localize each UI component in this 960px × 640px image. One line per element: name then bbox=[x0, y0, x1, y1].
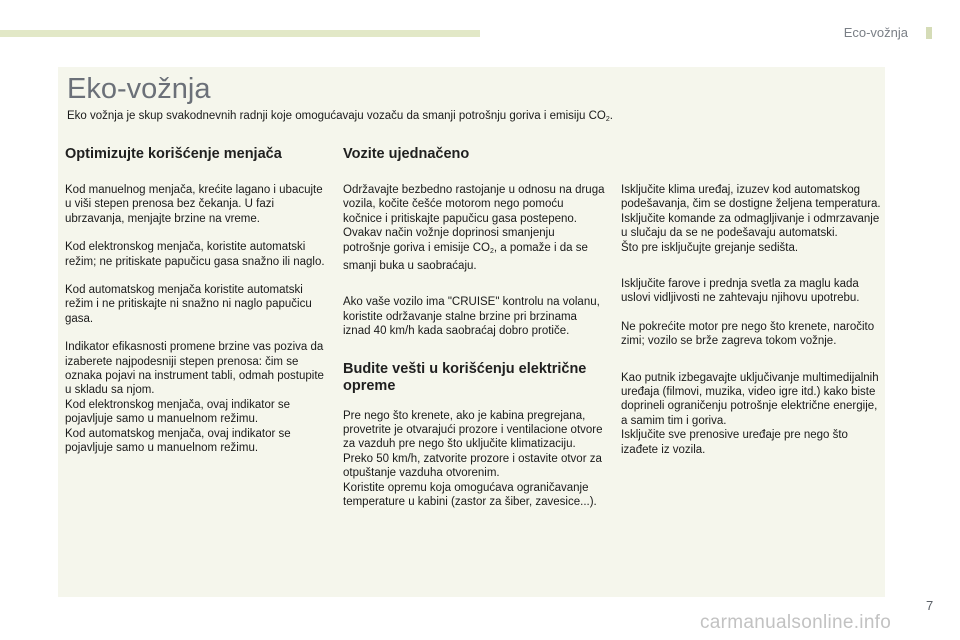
paragraph-line: Što pre isključujte grejanje sedišta. bbox=[621, 241, 799, 254]
section-heading: Optimizujte korišćenje menjača bbox=[65, 146, 282, 162]
paragraph: Održavajte bezbedno rastojanje u odnosu na druga vozila, kočite češće motorom nego pomoću kočnice i pritiskajte papučicu gasa postepeno. Ovakav način vožnje doprinosi smanjenju potrošnje goriva i emisije $CO_2$, a pomaže i da se smanji buka u saobraćaju. bbox=[343, 184, 605, 273]
section-heading: Budite vešti u korišćenju električne opreme bbox=[343, 360, 587, 394]
watermark: carmanualsonline.info bbox=[700, 612, 892, 633]
paragraph: Kod automatskog menjača koristite automatski režim i ne pritiskajte ni snažno ni naglo papučicu gasa. bbox=[65, 284, 312, 325]
paragraph: Ako vaše vozilo ima "CRUISE" kontrolu na volanu, koristite održavanje stalne brzine pri brzinama iznad 40 km/h kada saobraćaj dobro protiče. bbox=[343, 296, 600, 338]
column-driving bbox=[343, 146, 605, 510]
section-title: Eco-vožnja bbox=[843, 25, 908, 40]
paragraph-line: Indikator efikasnosti promene brzine vas poziva da izaberete najpodesniji stepen prenosa: čim se oznaka pojavi na instrument tabli, odmah postupite u skladu sa njom. bbox=[65, 341, 324, 397]
intro-paragraph: Eko vožnja je skup svakodnevnih radnji koje omogućavaju vozaču da smanji potrošnju goriva i emisiju $CO_2$. bbox=[67, 110, 613, 123]
column-electrical bbox=[621, 183, 883, 457]
header-marker bbox=[926, 27, 932, 39]
paragraph-line: Isključite klima uređaj, izuzev kod automatskog podešavanja, čim se dostigne željena temperatura. bbox=[621, 184, 881, 211]
paragraph-line: Preko 50 km/h, zatvorite prozore i ostavite otvor za otpuštanje vazduha otvorenim. bbox=[343, 452, 602, 480]
paragraph-line: Isključite sve prenosive uređaje pre nego što izađete iz vozila. bbox=[621, 429, 848, 456]
paragraph: Kod elektronskog menjača, koristite automatski režim; ne pritiskate papučicu gasa snažno ili naglo. bbox=[65, 241, 325, 268]
paragraph-line: Kod automatskog menjača, ovaj indikator se pojavljuje samo u manuelnom režimu. bbox=[65, 427, 291, 455]
running-header bbox=[844, 25, 932, 40]
paragraph-line: Pre nego što krenete, ako je kabina pregrejana, provetrite je otvarajući prozore i ventilacione otvore za vazduh pre nego što uključite klimatizaciju. bbox=[343, 409, 603, 451]
paragraph-line: Kod elektronskog menjača, ovaj indikator se pojavljuje samo u manuelnom režimu. bbox=[65, 398, 291, 426]
subscript: 2 bbox=[605, 116, 610, 123]
paragraph: Ne pokrećite motor pre nego što krenete, naročito zimi; vozilo se brže zagreva tokom vožnje. bbox=[621, 320, 875, 348]
paragraph: Isključite farove i prednja svetla za maglu kada uslovi vidljivosti ne zahtevaju njihovu upotrebu. bbox=[621, 278, 860, 305]
paragraph-line: Isključite komande za odmagljivanje i odmrzavanje u slučaju da se ne podešavaju automatski. bbox=[621, 212, 880, 240]
paragraph-line: Koristite opremu koja omogućava ograničavanje temperature u kabini (zastor za šiber, zavesice...). bbox=[343, 481, 597, 509]
paragraph: Kod manuelnog menjača, krećite lagano i ubacujte u viši stepen prenosa bez čekanja. U fazi ubrzavanja, menjajte brzine na vreme. bbox=[65, 184, 323, 225]
column-gearbox bbox=[65, 146, 327, 456]
header-accent-bar bbox=[0, 30, 480, 37]
section-heading: Vozite ujednačeno bbox=[343, 146, 470, 162]
paragraph-line: Kao putnik izbegavajte uključivanje multimedijalnih uređaja (filmovi, muzika, video igre itd.) kako biste doprineli ograničenju potrošnje električne energije, a samim tim i goriva. bbox=[621, 371, 879, 427]
subscript: 2 bbox=[490, 247, 494, 255]
page-title: Eko-vožnja bbox=[67, 73, 211, 105]
page-number: 7 bbox=[926, 598, 934, 613]
